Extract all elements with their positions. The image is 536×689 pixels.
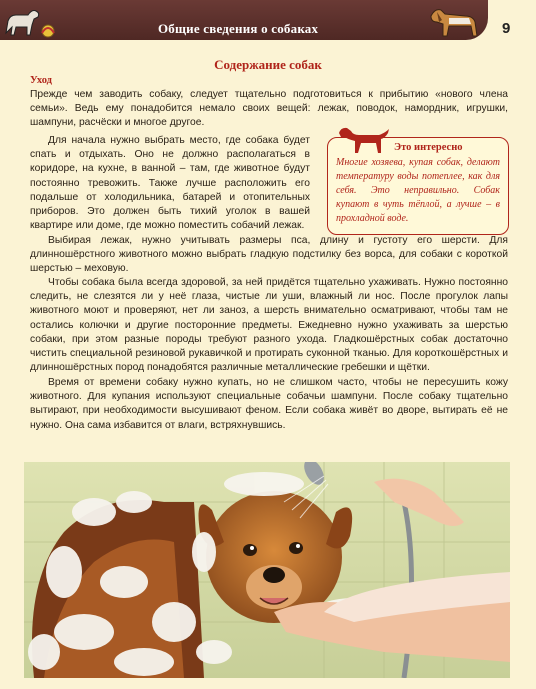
info-box-text: Многие хозяева, купая собак, делают температуру воды потеплее, как для себя. Это неправильно. Собак купают в чуть тёплой, а лучше – в прохладной воде. — [336, 157, 500, 224]
beagle-icon — [425, 2, 481, 40]
page-number: 9 — [502, 20, 511, 37]
paragraph-grooming: Чтобы собака была всегда здоровой, за ней придётся тщательно ухаживать. Нужно постоянно следить, не слезятся ли у неё глаза, чистые ли уши, влажный ли нос. После прогулок лапы животного моют и проверяют, нет ли заноз, а шерсть внимательно осматривают, чтобы там не остались колючки и другие посторонние предметы. Ежедневно нужно ухаживать за шерстью собаки, при этом разные породы требуют разного ухода. Гладкошёрстных собак достаточно чистить специальной резиновой рукавичкой и протирать суконной тканью. Для короткошёрстных и длинношёрстных пород понадобятся различные металлические гребешки и щётки. — [30, 277, 508, 374]
chapter-title: Общие сведения о собаках — [158, 21, 319, 36]
subheading: Уход — [30, 75, 52, 86]
pointer-dog-icon — [335, 121, 391, 157]
paragraph-intro: Прежде чем заводить собаку, следует тщательно подготовиться к прибытию «нового члена семьи». Ведь ему понадобится немало своих вещей: лежак, поводок, намордник, игрушки, шампуни, расчёски и многое другое. — [30, 89, 508, 129]
paragraph-sleeping-place: Для начала нужно выбрать место, где собака будет спать и отдыхать. Оно не должно располагаться в коридоре, на кухне, в ванной – там, где животное будут постоянно тревожить. Также лучше расположить его подальше от холодильника, батарей и отопительных приборов. Это должен быть тихий уголок в вашей квартире или доме, где можно поместить собачий лежак. — [30, 135, 310, 232]
dog-bath-photo — [24, 462, 510, 678]
section-title: Содержание собак — [214, 57, 322, 72]
paragraph-bathing: Время от времени собаку нужно купать, но не слишком часто, чтобы не пересушить кожу животного. Для купания используют специальные собачьи шампуни. После собаку тщательно вытирают, при необходимости высушивают феном. Если собака живёт во дворе, вытирать её не нужно. Она сама избавится от влаги, встряхнувшись. — [30, 377, 508, 431]
paragraph-bed-choice: Выбирая лежак, нужно учитывать размеры пса, длину и густоту его шерсти. Для длинношёрстного животного можно выбрать гладкую подстилку без ворса, для собаки с короткой шерстью – меховую. — [30, 235, 508, 275]
dogs-left-icon — [2, 3, 64, 41]
info-box-title: Это интересно — [394, 142, 463, 153]
